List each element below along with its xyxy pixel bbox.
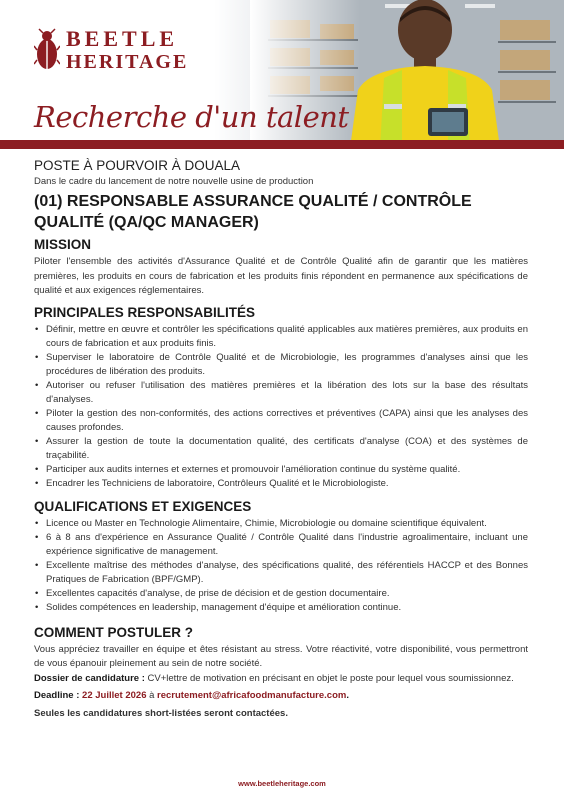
worker-photo [340,0,510,148]
list-item: • Excellentes capacités d'analyse, de prise de décision et de gestion documentaire. [34,587,528,601]
list-item: • Encadrer les Techniciens de laboratoire, Contrôleurs Qualité et le Microbiologiste. [34,477,528,491]
apply-heading: COMMENT POSTULER ? [34,624,193,640]
job-posting [34,158,528,721]
qualifications-heading: QUALIFICATIONS ET EXIGENCES [34,498,252,514]
list-item: • Solides compétences en leadership, management d'équipe et amélioration continue. [34,601,528,615]
dossier-label: Dossier de candidature : [34,672,145,684]
mission-heading: MISSION [34,237,92,252]
deadline-line [34,689,528,704]
list-item: • Définir, mettre en œuvre et contrôler les spécifications qualité applicables aux matières premières, aux produits en cours de fabrication et aux produits finis. [34,323,528,351]
tagline: Recherche d'un talent [34,100,349,134]
list-item: • Autoriser ou refuser l'utilisation des matières premières et la libération des lots sur la base des résultats d'analyses. [34,379,528,407]
beetle-icon [34,28,60,72]
list-item: • Piloter la gestion des non-conformités, des actions correctives et préventives (CAPA) ainsi que les analyses des causes profondes. [34,407,528,435]
job-title: (01) RESPONSABLE ASSURANCE QUALITÉ / CONTRÔLE QUALITÉ (QA/QC MANAGER) [34,193,472,231]
application-email-link[interactable]: recrutement@africafoodmanufacture.com [157,690,347,701]
hero-banner [0,0,564,148]
list-item: • Assurer la gestion de toute la documentation qualité, des certificats d'analyse (COA) et des systèmes de traçabilité. [34,435,528,463]
list-item: • Participer aux audits internes et externes et promouvoir l'amélioration continue du système qualité. [34,463,528,477]
list-item: • Licence ou Master en Technologie Alimentaire, Chimie, Microbiologie ou domaine scientifique équivalent. [34,517,528,531]
shortlist-note: Seules les candidatures short-listées seront contactées. [34,707,288,719]
dossier-line [34,672,528,687]
apply-text: Vous appréciez travailler en équipe et êtes résistant au stress. Votre réactivité, votre disponibilité, vous permettront de vous épanouir pleinement au sein de notre société. [34,643,528,669]
list-item: • Excellente maîtrise des méthodes d'analyse, des spécifications qualité, des référentiels HACCP et des Bonnes Pratiques de Fabrication (BPF/GMP). [34,559,528,587]
red-divider-bar [0,140,564,149]
deadline-date: 22 Juillet 2026 [82,690,147,701]
deadline-period: . [346,690,349,701]
dossier-text: CV+lettre de motivation en précisant en objet le poste pour lequel vous soumissionnez. [144,672,514,684]
company-logo [34,28,188,72]
mission-text: Piloter l'ensemble des activités d'Assurance Qualité et de Contrôle Qualité afin de garantir que les matières premières, les produits en cours de fabrication et les produits finis répondent en permanence aux spécifications de qualité et aux exigences réglementaires. [34,256,528,296]
logo-line-1: BEETLE [66,26,179,51]
responsibilities-heading: PRINCIPALES RESPONSABILITÉS [34,304,256,320]
website-link[interactable]: www.beetleheritage.com [238,779,326,788]
logo-line-2: HERITAGE [66,51,189,73]
deadline-label: Deadline : [34,690,83,701]
location-line: POSTE À POURVOIR À DOUALA [34,158,241,173]
responsibilities-list [34,323,528,491]
list-item: • Superviser le laboratoire de Contrôle Qualité et de Microbiologie, les programmes d'analyses ainsi que les procédures de libération des produits. [34,351,528,379]
qualifications-list [34,517,528,615]
deadline-connector: à [146,690,158,701]
list-item: • 6 à 8 ans d'expérience en Assurance Qualité / Contrôle Qualité dans l'industrie agroalimentaire, incluant une expérience significative de management. [34,531,528,559]
intro-text: Dans le cadre du lancement de notre nouvelle usine de production [34,176,314,187]
